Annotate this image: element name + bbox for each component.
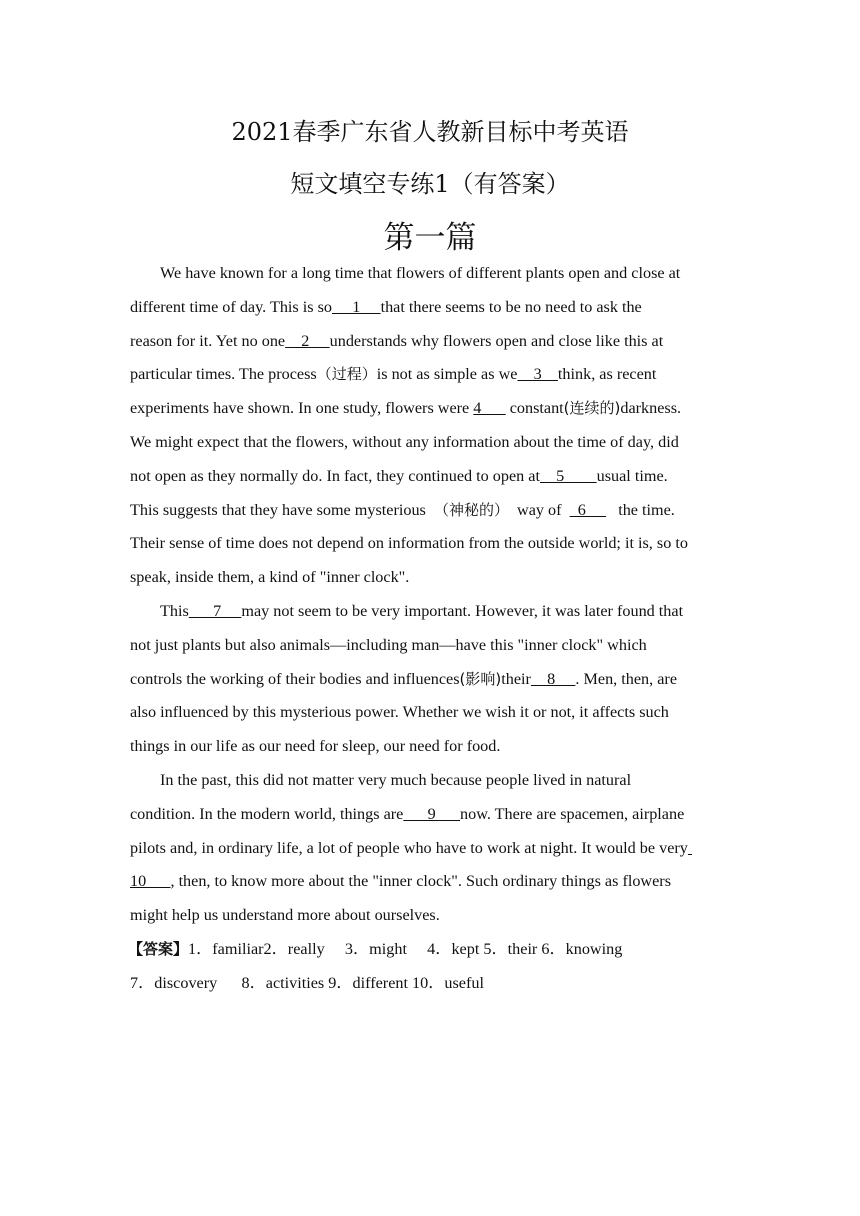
text: that there seems to be no need to ask the	[380, 297, 642, 316]
passage-line	[130, 629, 736, 663]
text: Their sense of time does not depend on information from the outside world; it is, so to	[130, 534, 688, 553]
passage-line	[130, 865, 736, 899]
passage-line	[130, 460, 736, 494]
text: In the past, this did not matter very much because people lived in natural	[160, 770, 632, 789]
answer-line	[130, 933, 736, 967]
blank-9: 9	[403, 804, 460, 823]
text: their	[501, 669, 531, 688]
text: not open as they normally do. In fact, they continued to open at	[130, 466, 540, 485]
passage-line	[130, 392, 736, 426]
text: is not as simple as we	[376, 365, 518, 384]
blank-3: 3	[517, 365, 558, 384]
passage-line	[130, 325, 736, 359]
text: not just plants but also animals—including man—have this "inner clock" which	[130, 635, 647, 654]
chinese-gloss: （神秘的）	[433, 500, 509, 519]
text: usual time.	[596, 466, 668, 485]
passage-line	[130, 798, 736, 832]
text: We might expect that the flowers, without any information about the time of day, did	[130, 432, 679, 451]
passage-line	[130, 595, 736, 629]
answer-tag: 【答案】	[128, 939, 189, 958]
text: , then, to know more about the "inner clock". Such ordinary things as flowers	[170, 872, 672, 891]
passage-line	[130, 899, 736, 933]
text: think, as recent	[557, 365, 657, 384]
passage-line	[130, 358, 736, 392]
passage-line	[130, 494, 736, 528]
chinese-gloss: （过程）	[316, 365, 377, 384]
blank-1: 1	[332, 297, 381, 316]
text: condition. In the modern world, things are	[130, 804, 404, 823]
answer-list: 1．familiar2．really 3．might 4．kept 5．their 6．knowing	[188, 939, 623, 958]
blank-7: 7	[188, 601, 242, 620]
passage-line	[130, 696, 736, 730]
blank-6: 6	[569, 500, 607, 519]
blank-5: 5	[539, 466, 597, 485]
text: We have known for a long time that flowers of different plants open and close at	[160, 264, 681, 282]
text: the time.	[606, 500, 675, 519]
blank-2: 2	[285, 331, 330, 350]
text: pilots and, in ordinary life, a lot of people who have to work at night. It would be very	[130, 838, 688, 857]
passage-line	[130, 257, 736, 291]
passage-line	[130, 426, 736, 460]
answer-list: 7．discovery 8．activities 9．different 10．useful	[130, 973, 484, 992]
blank-10-start	[688, 839, 692, 857]
blank-10: 10	[130, 872, 171, 891]
text: different time of day. This is so	[130, 297, 333, 316]
text: particular times. The process	[130, 365, 317, 384]
passage-line	[130, 832, 736, 866]
passage-line	[130, 527, 736, 561]
text: way of	[508, 500, 570, 519]
document-subtitle: 短文填空专练1（有答案）	[290, 170, 570, 198]
text: This	[160, 601, 189, 620]
text: experiments have shown. In one study, flowers were	[130, 399, 474, 418]
passage-line	[130, 730, 736, 764]
text: speak, inside them, a kind of "inner clock".	[130, 568, 410, 587]
text: things in our life as our need for sleep, our need for food.	[130, 737, 501, 756]
text: now. There are spacemen, airplane	[460, 804, 685, 823]
text: This suggests that they have some mysterious	[130, 500, 434, 519]
passage-line	[130, 663, 736, 697]
passage-line	[130, 561, 736, 595]
text: controls the working of their bodies and influences	[130, 669, 460, 688]
answer-line	[130, 967, 736, 1001]
text: might help us understand more about ourselves.	[130, 906, 440, 925]
text: constant	[505, 399, 564, 418]
chinese-gloss: (连续的)	[563, 399, 621, 418]
text: reason for it. Yet no one	[130, 331, 286, 350]
passage-body	[130, 257, 736, 1001]
section-heading: 第一篇	[383, 220, 477, 256]
text: darkness.	[620, 399, 682, 418]
passage-line	[130, 764, 736, 798]
chinese-gloss: (影响)	[459, 669, 502, 688]
blank-8: 8	[530, 669, 576, 688]
document-title: 2021春季广东省人教新目标中考英语	[231, 118, 629, 146]
text: may not seem to be very important. However, it was later found that	[241, 601, 684, 620]
text: . Men, then, are	[575, 669, 678, 688]
text: understands why flowers open and close like this at	[329, 331, 664, 350]
blank-4: 4	[473, 399, 506, 418]
passage-line	[130, 291, 736, 325]
text: also influenced by this mysterious power. Whether we wish it or not, it affects such	[130, 703, 669, 722]
